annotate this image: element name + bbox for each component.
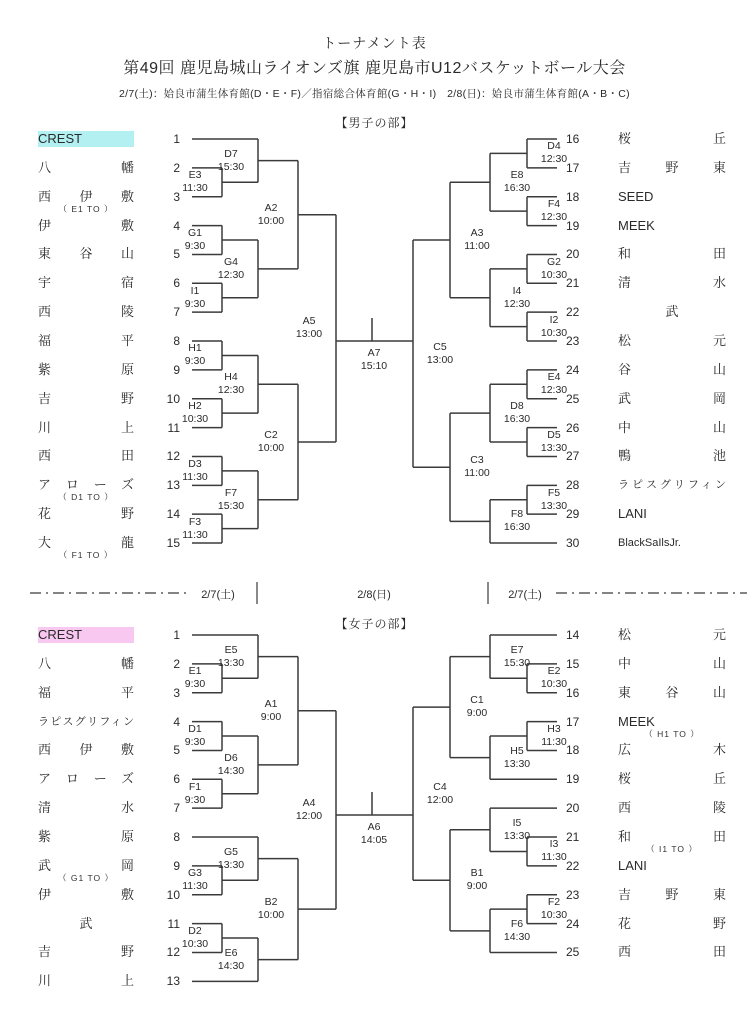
team-seed: 21 xyxy=(566,276,580,291)
match-time: 10:00 xyxy=(257,214,285,227)
match-time: 13:30 xyxy=(217,656,245,669)
match-label xyxy=(455,867,499,893)
match-time: 14:30 xyxy=(217,764,245,777)
team-name: 吉野 xyxy=(38,944,134,960)
team-seed: 12 xyxy=(166,449,180,464)
match-id: H1 xyxy=(188,342,202,355)
match-label xyxy=(287,315,331,341)
match-label xyxy=(209,846,253,872)
team-name: ラピスグリフィン xyxy=(618,479,726,492)
team-seed: 15 xyxy=(166,536,180,551)
match-label xyxy=(249,429,293,455)
match-label xyxy=(173,781,217,807)
match-label xyxy=(173,400,217,426)
match-id: E2 xyxy=(547,665,561,678)
team-seed: 6 xyxy=(173,276,180,291)
match-id: D4 xyxy=(547,140,561,153)
match-id: C1 xyxy=(470,694,484,707)
match-label xyxy=(287,797,331,823)
team-seed: 10 xyxy=(166,887,180,902)
match-time: 10:00 xyxy=(257,909,285,922)
match-time: 9:30 xyxy=(184,355,206,368)
team-name: 松元 xyxy=(618,333,726,349)
match-label xyxy=(495,745,539,771)
team-name: 伊敷 xyxy=(38,886,134,902)
match-label xyxy=(495,918,539,944)
match-time: 13:30 xyxy=(503,757,531,770)
team-name: 西陵 xyxy=(38,304,134,320)
match-id: E4 xyxy=(547,371,561,384)
match-id: I1 xyxy=(190,284,200,297)
match-label xyxy=(249,698,293,724)
match-label xyxy=(532,429,576,455)
team-name: 和田 xyxy=(618,829,726,845)
match-time: 16:30 xyxy=(503,413,531,426)
match-id: A3 xyxy=(470,227,484,239)
team-seed: 19 xyxy=(566,772,580,787)
match-label xyxy=(173,342,217,368)
match-label xyxy=(532,256,576,282)
team-seed: 11 xyxy=(167,916,180,931)
team-seed: 1 xyxy=(173,628,180,642)
team-name: 福平 xyxy=(38,684,134,700)
match-time: 12:30 xyxy=(503,297,531,310)
match-label xyxy=(249,202,293,228)
match-time: 13:30 xyxy=(540,499,568,512)
team-seed: 8 xyxy=(173,830,180,845)
match-time: 9:30 xyxy=(184,240,206,252)
match-id: G2 xyxy=(546,255,561,268)
match-time: 9:30 xyxy=(184,736,206,748)
team-name: 鴨池 xyxy=(618,448,726,464)
team-name: 谷山 xyxy=(618,361,726,377)
team-seed: 5 xyxy=(173,743,180,758)
team-seed: 3 xyxy=(173,685,180,700)
team-seed: 17 xyxy=(566,714,580,729)
match-id: D6 xyxy=(224,751,238,764)
divider-date-left: 2/7(土) xyxy=(201,589,235,601)
match-id: G1 xyxy=(187,227,202,239)
team-name: 川上 xyxy=(38,419,134,435)
team-name: 武 xyxy=(79,915,93,931)
team-seed: 2 xyxy=(173,160,180,175)
match-label xyxy=(455,454,499,480)
team-seed: 12 xyxy=(166,945,180,960)
section-label-women: 【女子の部】 xyxy=(335,617,414,631)
match-id: A7 xyxy=(367,347,381,359)
team-seed: 7 xyxy=(173,305,180,320)
team-seed: 24 xyxy=(566,362,580,377)
match-label xyxy=(532,140,576,166)
team-seed: 16 xyxy=(566,685,580,700)
match-time: 10:00 xyxy=(257,442,285,455)
match-time: 13:30 xyxy=(503,829,531,842)
match-time: 13:30 xyxy=(540,442,568,455)
match-time: 12:00 xyxy=(295,809,323,822)
match-label xyxy=(418,781,462,807)
team-name: 吉野 xyxy=(38,390,134,406)
team-name: 花野 xyxy=(38,506,134,522)
match-id: C3 xyxy=(470,454,484,467)
team-name: 西田 xyxy=(38,448,134,464)
match-time: 9:30 xyxy=(184,297,206,310)
match-id: F5 xyxy=(547,486,561,499)
team-name: LANI xyxy=(618,857,647,873)
team-name: CREST xyxy=(38,131,134,147)
team-name: 中山 xyxy=(618,655,726,671)
match-id: A1 xyxy=(264,697,278,710)
team-name: 紫原 xyxy=(38,829,134,845)
page-title: トーナメント表 xyxy=(322,35,427,51)
match-id: H3 xyxy=(547,723,561,735)
team-seed: 26 xyxy=(566,420,580,435)
match-label xyxy=(495,508,539,534)
match-id: F6 xyxy=(510,917,524,930)
match-time: 9:00 xyxy=(260,710,282,723)
match-label xyxy=(532,198,576,224)
match-label xyxy=(173,285,217,311)
match-id: F3 xyxy=(188,515,202,528)
match-id: G3 xyxy=(187,867,202,880)
match-label xyxy=(249,896,293,922)
team-name: 川上 xyxy=(38,973,134,989)
match-id: D5 xyxy=(547,429,561,442)
match-label xyxy=(418,341,462,367)
match-label xyxy=(209,644,253,670)
team-name: 西伊敷 xyxy=(38,742,134,758)
team-name: 八幡 xyxy=(38,159,134,175)
match-time: 11:30 xyxy=(182,182,208,195)
match-label xyxy=(455,694,499,720)
match-time: 13:30 xyxy=(217,858,245,871)
match-time: 11:30 xyxy=(182,528,208,541)
match-time: 11:30 xyxy=(182,880,208,893)
team-seed: 20 xyxy=(566,801,580,816)
match-time: 11:30 xyxy=(541,736,567,748)
match-id: A4 xyxy=(302,796,316,809)
match-label xyxy=(173,723,217,749)
team-name: 福平 xyxy=(38,333,134,349)
match-id: E6 xyxy=(224,946,238,959)
team-name: ラピスグリフィン xyxy=(38,715,134,728)
match-id: H2 xyxy=(188,400,202,413)
match-time: 14:05 xyxy=(360,834,388,846)
match-time: 10:30 xyxy=(540,678,568,691)
match-time: 11:00 xyxy=(464,467,490,480)
match-id: C5 xyxy=(433,340,447,353)
team-seed: 14 xyxy=(566,628,580,642)
match-label xyxy=(352,821,396,847)
team-seed: 14 xyxy=(166,507,180,522)
team-note: （ F1 TO ） xyxy=(58,550,114,561)
match-time: 15:30 xyxy=(217,499,245,512)
match-label xyxy=(495,285,539,311)
match-id: C2 xyxy=(264,429,278,442)
match-id: A5 xyxy=(302,315,316,328)
match-id: F8 xyxy=(510,508,524,521)
team-seed: 8 xyxy=(173,334,180,349)
match-label xyxy=(209,148,253,174)
match-label xyxy=(173,516,217,542)
divider-date-center: 2/8(日) xyxy=(357,589,391,601)
match-time: 16:30 xyxy=(503,521,531,534)
team-name: 西伊敷 xyxy=(38,188,134,204)
match-time: 12:30 xyxy=(217,384,245,397)
match-label xyxy=(495,817,539,843)
match-id: H4 xyxy=(224,371,238,384)
team-name: MEEK xyxy=(618,217,655,233)
team-name: 中山 xyxy=(618,419,726,435)
team-seed: 22 xyxy=(566,858,580,873)
match-time: 9:00 xyxy=(466,707,488,720)
match-id: I3 xyxy=(549,838,559,851)
match-id: F1 xyxy=(188,780,202,793)
team-seed: 13 xyxy=(166,974,180,989)
team-seed: 21 xyxy=(566,830,580,845)
match-time: 12:30 xyxy=(217,268,245,281)
match-time: 15:10 xyxy=(360,360,388,372)
match-id: H5 xyxy=(510,744,524,757)
match-id: E1 xyxy=(188,665,202,678)
match-time: 13:00 xyxy=(295,328,323,341)
team-name: 清水 xyxy=(618,275,726,291)
team-seed: 10 xyxy=(166,391,180,406)
match-label xyxy=(173,458,217,484)
team-seed: 2 xyxy=(173,656,180,671)
team-name: 吉野東 xyxy=(618,886,726,902)
team-name: 武岡 xyxy=(618,390,726,406)
team-name: 宇宿 xyxy=(38,275,134,291)
team-name: BlackSaIlsJr. xyxy=(618,537,681,550)
match-time: 11:00 xyxy=(464,240,490,252)
team-seed: 24 xyxy=(566,916,580,931)
match-time: 12:30 xyxy=(540,153,568,166)
team-seed: 27 xyxy=(566,449,580,464)
team-name: SEED xyxy=(618,188,654,204)
team-seed: 20 xyxy=(566,247,580,262)
schedule-note: 2/7(土)：姶良市蒲生体育館(D・E・F)／指宿総合体育館(G・H・I) 2/8(日)：姶良市蒲生体育館(A・B・C) xyxy=(119,88,630,100)
match-time: 15:30 xyxy=(503,656,531,669)
match-id: E7 xyxy=(510,643,524,656)
match-time: 12:30 xyxy=(540,211,568,224)
team-name: アローズ xyxy=(38,477,134,493)
team-seed: 23 xyxy=(566,334,580,349)
match-label xyxy=(209,752,253,778)
team-name: CREST xyxy=(38,627,134,643)
team-name: 武 xyxy=(665,304,679,320)
match-id: A2 xyxy=(264,201,278,214)
team-seed: 9 xyxy=(173,858,180,873)
team-seed: 19 xyxy=(566,218,580,233)
team-seed: 25 xyxy=(566,391,580,406)
team-seed: 23 xyxy=(566,887,580,902)
match-id: B2 xyxy=(264,896,278,909)
match-label xyxy=(209,256,253,282)
team-note: （ G1 TO ） xyxy=(58,872,114,883)
team-name: 桜丘 xyxy=(618,771,726,787)
team-note: （ I1 TO ） xyxy=(646,844,698,855)
team-note: （ E1 TO ） xyxy=(58,203,114,214)
team-name: 西陵 xyxy=(618,800,726,816)
team-name: 八幡 xyxy=(38,655,134,671)
match-id: I5 xyxy=(512,816,522,829)
tournament-name: 第49回 鹿児島城山ライオンズ旗 鹿児島市U12バスケットボール大会 xyxy=(123,60,626,77)
match-id: F7 xyxy=(224,486,238,499)
match-id: D1 xyxy=(188,723,202,735)
match-id: G5 xyxy=(223,845,238,858)
team-name: 紫原 xyxy=(38,361,134,377)
team-name: アローズ xyxy=(38,771,134,787)
team-seed: 1 xyxy=(173,132,180,146)
match-label xyxy=(209,487,253,513)
team-seed: 13 xyxy=(166,478,180,493)
match-id: D7 xyxy=(224,147,238,160)
match-time: 9:30 xyxy=(184,793,206,806)
match-id: C4 xyxy=(433,780,447,793)
team-name: 武岡 xyxy=(38,857,134,873)
match-time: 10:30 xyxy=(181,413,209,426)
team-seed: 9 xyxy=(173,362,180,377)
match-label xyxy=(173,227,217,253)
team-name: 伊敷 xyxy=(38,217,134,233)
match-time: 10:30 xyxy=(540,268,568,281)
team-seed: 18 xyxy=(566,189,580,204)
match-id: E8 xyxy=(510,169,524,182)
match-id: G4 xyxy=(223,255,238,268)
team-name: 東谷山 xyxy=(618,684,726,700)
team-seed: 18 xyxy=(566,743,580,758)
team-seed: 16 xyxy=(566,132,580,146)
team-seed: 6 xyxy=(173,772,180,787)
match-label xyxy=(455,227,499,253)
divider-date-right: 2/7(土) xyxy=(508,589,542,601)
team-name: 大龍 xyxy=(38,535,134,551)
team-name: 花野 xyxy=(618,915,726,931)
match-label xyxy=(352,347,396,373)
match-time: 12:00 xyxy=(426,793,454,806)
match-id: E5 xyxy=(224,643,238,656)
team-name: 西田 xyxy=(618,944,726,960)
match-id: E3 xyxy=(188,169,202,182)
team-seed: 15 xyxy=(566,656,580,671)
team-note: （ H1 TO ） xyxy=(644,728,700,739)
team-seed: 30 xyxy=(566,536,580,551)
match-label xyxy=(532,314,576,340)
match-id: F2 xyxy=(547,896,561,909)
match-id: B1 xyxy=(470,867,484,880)
match-label xyxy=(532,371,576,397)
match-time: 14:30 xyxy=(217,959,245,972)
match-time: 10:30 xyxy=(181,938,209,951)
team-seed: 4 xyxy=(173,714,180,729)
team-name: 松元 xyxy=(618,627,726,642)
match-time: 11:30 xyxy=(182,470,208,483)
match-time: 15:30 xyxy=(217,160,245,173)
section-label-men: 【男子の部】 xyxy=(335,116,414,130)
team-seed: 3 xyxy=(173,189,180,204)
match-time: 16:30 xyxy=(503,182,531,195)
team-seed: 11 xyxy=(167,420,180,435)
team-name: LANI xyxy=(618,506,647,522)
match-id: D3 xyxy=(188,457,202,470)
match-id: I4 xyxy=(512,284,522,297)
team-name: 東谷山 xyxy=(38,246,134,262)
match-time: 9:30 xyxy=(184,678,206,691)
team-seed: 29 xyxy=(566,507,580,522)
match-id: F4 xyxy=(547,198,561,211)
match-time: 13:00 xyxy=(426,353,454,366)
team-name: 広木 xyxy=(618,742,726,758)
team-seed: 4 xyxy=(173,218,180,233)
team-seed: 5 xyxy=(173,247,180,262)
team-seed: 22 xyxy=(566,305,580,320)
match-time: 10:30 xyxy=(540,326,568,339)
match-time: 14:30 xyxy=(503,930,531,943)
match-id: D2 xyxy=(188,925,202,938)
team-name: MEEK xyxy=(618,713,655,729)
match-id: I2 xyxy=(549,313,559,326)
match-id: D8 xyxy=(510,400,524,413)
team-seed: 28 xyxy=(566,478,580,493)
match-label xyxy=(209,371,253,397)
team-seed: 25 xyxy=(566,945,580,960)
team-note: （ D1 TO ） xyxy=(58,492,114,503)
match-id: A6 xyxy=(367,821,381,833)
match-time: 9:00 xyxy=(466,880,488,893)
match-time: 11:30 xyxy=(541,851,567,864)
team-seed: 7 xyxy=(173,801,180,816)
team-name: 清水 xyxy=(38,800,134,816)
match-time: 12:30 xyxy=(540,384,568,397)
team-seed: 17 xyxy=(566,160,580,175)
match-label xyxy=(209,947,253,973)
match-label xyxy=(495,169,539,195)
team-name: 桜丘 xyxy=(618,131,726,146)
match-label xyxy=(495,400,539,426)
team-name: 和田 xyxy=(618,246,726,262)
match-time: 10:30 xyxy=(540,909,568,922)
match-label xyxy=(495,644,539,670)
team-name: 吉野東 xyxy=(618,159,726,175)
